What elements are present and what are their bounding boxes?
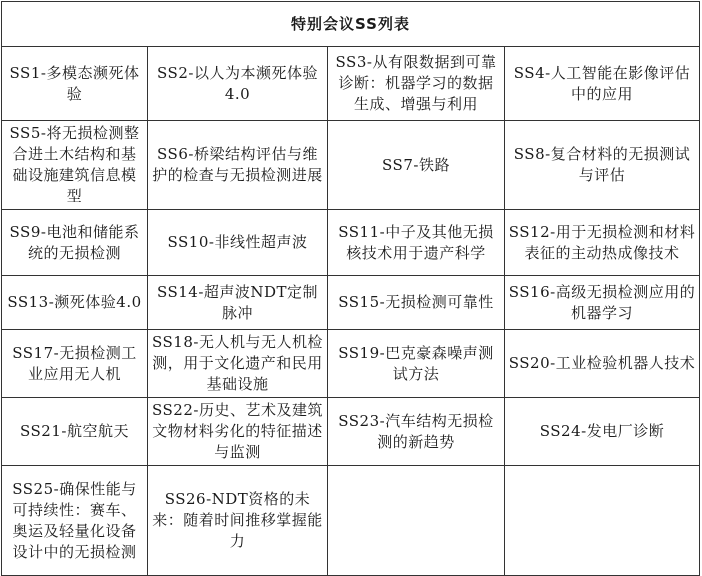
table-cell: SS19-巴克豪森噪声测试方法 (328, 330, 505, 398)
table-cell: SS20-工业检验机器人技术 (505, 330, 700, 398)
table-cell: SS23-汽车结构无损检测的新趋势 (328, 398, 505, 466)
table-row (2, 466, 700, 576)
table-cell: SS21-航空航天 (2, 398, 148, 466)
table-cell: SS4-人工智能在影像评估中的应用 (505, 47, 700, 121)
table-cell: SS12-用于无损检测和材料表征的主动热成像技术 (505, 210, 700, 276)
table-cell: SS18-无人机与无人机检测，用于文化遗产和民用基础设施 (148, 330, 328, 398)
table-row (2, 276, 700, 330)
special-sessions-table (1, 1, 700, 576)
table-cell: SS24-发电厂诊断 (505, 398, 700, 466)
table-row (2, 398, 700, 466)
table-cell: SS1-多模态濒死体验 (2, 47, 148, 121)
table-cell: SS26-NDT资格的未来：随着时间推移掌握能力 (148, 466, 328, 576)
table-cell: SS6-桥梁结构评估与维护的检查与无损检测进展 (148, 121, 328, 210)
table-row (2, 330, 700, 398)
table-cell: SS8-复合材料的无损测试与评估 (505, 121, 700, 210)
table-cell: SS25-确保性能与可持续性：赛车、奥运及轻量化设备设计中的无损检测 (2, 466, 148, 576)
table-row (2, 121, 700, 210)
table-cell: SS7-铁路 (328, 121, 505, 210)
table-row (2, 47, 700, 121)
table-cell: SS15-无损检测可靠性 (328, 276, 505, 330)
table-cell: SS14-超声波NDT定制脉冲 (148, 276, 328, 330)
table-cell: SS22-历史、艺术及建筑文物材料劣化的特征描述与监测 (148, 398, 328, 466)
table-cell: SS5-将无损检测整合进土木结构和基础设施建筑信息模型 (2, 121, 148, 210)
table-cell: SS9-电池和储能系统的无损检测 (2, 210, 148, 276)
table-cell (505, 466, 700, 576)
table-cell: SS16-高级无损检测应用的机器学习 (505, 276, 700, 330)
table-cell: SS10-非线性超声波 (148, 210, 328, 276)
table-title: 特别会议SS列表 (2, 2, 700, 47)
table-cell: SS13-濒死体验4.0 (2, 276, 148, 330)
table-cell: SS2-以人为本濒死体验4.0 (148, 47, 328, 121)
table-cell: SS17-无损检测工业应用无人机 (2, 330, 148, 398)
table-cell: SS3-从有限数据到可靠诊断：机器学习的数据生成、增强与利用 (328, 47, 505, 121)
table-title-row (2, 2, 700, 47)
table-cell (328, 466, 505, 576)
table-row (2, 210, 700, 276)
table-cell: SS11-中子及其他无损核技术用于遗产科学 (328, 210, 505, 276)
